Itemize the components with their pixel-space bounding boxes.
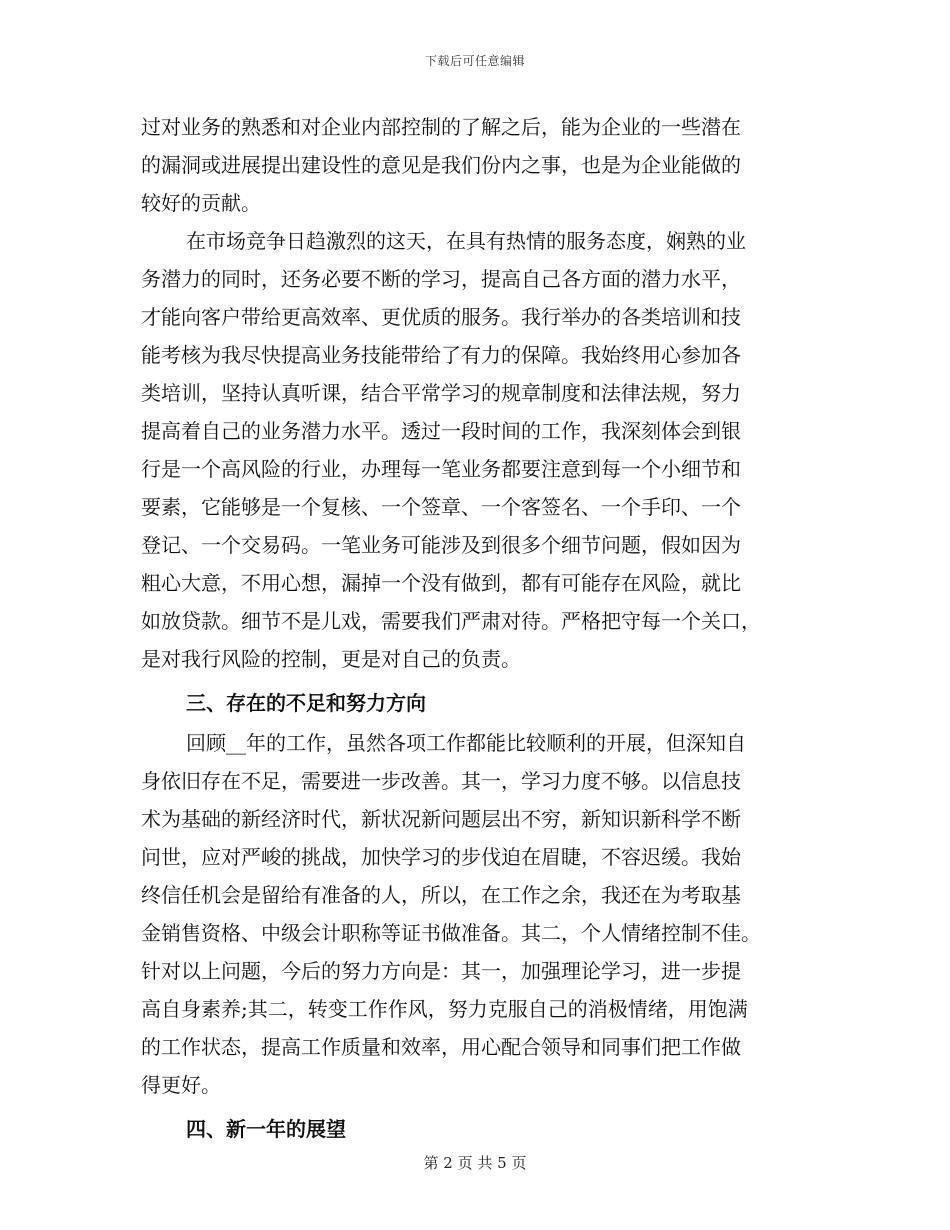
text-line: 才能向客户带给更高效率、更优质的服务。我行举办的各类培训和技 [141,305,741,329]
text-line: 终信任机会是留给有准备的人，所以，在工作之余，我还在为考取基 [141,883,741,907]
text-line: 得更好。 [141,1073,221,1097]
text-line: 身依旧存在不足，需要进一步改善。其一，学习力度不够。以信息技 [141,769,741,793]
text-line: 务潜力的同时，还务必要不断的学习，提高自己各方面的潜力水平， [141,267,741,291]
text-line: 问世，应对严峻的挑战，加快学习的步伐迫在眉睫，不容迟缓。我始 [141,845,741,869]
text-line: 的工作状态，提高工作质量和效率，用心配合领导和同事们把工作做 [141,1035,741,1059]
page-header: 下载后可任意编辑 [424,54,525,68]
text-line: 术为基础的新经济时代，新状况新问题层出不穷，新知识新科学不断 [141,807,741,831]
text-line: 行是一个高风险的行业，办理每一笔业务都要注意到每一个小细节和 [141,457,741,481]
text-line: 的漏洞或进展提出建设性的意见是我们份内之事，也是为企业能做的 [141,153,741,177]
text-line: 针对以上问题，今后的努力方向是：其一，加强理论学习，进一步提 [141,959,741,983]
text-line: 如放贷款。细节不是儿戏，需要我们严肃对待。严格把守每一个关口， [141,609,761,633]
text-line: 回顾__年的工作，虽然各项工作都能比较顺利的开展，但深知自 [186,731,746,755]
text-line: 粗心大意，不用心想，漏掉一个没有做到，都有可能存在风险，就比 [141,571,741,595]
text-line: 类培训，坚持认真听课，结合平常学习的规章制度和法律法规，努力 [141,381,741,405]
text-line: 在市场竞争日趋激烈的这天，在具有热情的服务态度，娴熟的业 [186,229,746,253]
text-line: 较好的贡献。 [141,191,261,215]
text-line: 过对业务的熟悉和对企业内部控制的了解之后，能为企业的一些潜在 [141,115,741,139]
text-line: 能考核为我尽快提高业务技能带给了有力的保障。我始终用心参加各 [141,343,741,367]
section-heading: 四、新一年的展望 [186,1117,346,1141]
text-line: 登记、一个交易码。一笔业务可能涉及到很多个细节问题，假如因为 [141,533,741,557]
text-line: 是对我行风险的控制，更是对自己的负责。 [141,647,521,671]
text-line: 要素，它能够是一个复核、一个签章、一个客签名、一个手印、一个 [141,495,741,519]
page-footer: 第 2 页 共 5 页 [423,1154,527,1172]
section-heading: 三、存在的不足和努力方向 [186,691,426,715]
text-line: 高自身素养;其二，转变工作作风，努力克服自己的消极情绪，用饱满 [141,997,748,1021]
text-line: 金销售资格、中级会计职称等证书做准备。其二，个人情绪控制不佳。 [141,921,761,945]
document-body [141,108,809,1150]
text-line: 提高着自己的业务潜力水平。透过一段时间的工作，我深刻体会到银 [141,419,741,443]
